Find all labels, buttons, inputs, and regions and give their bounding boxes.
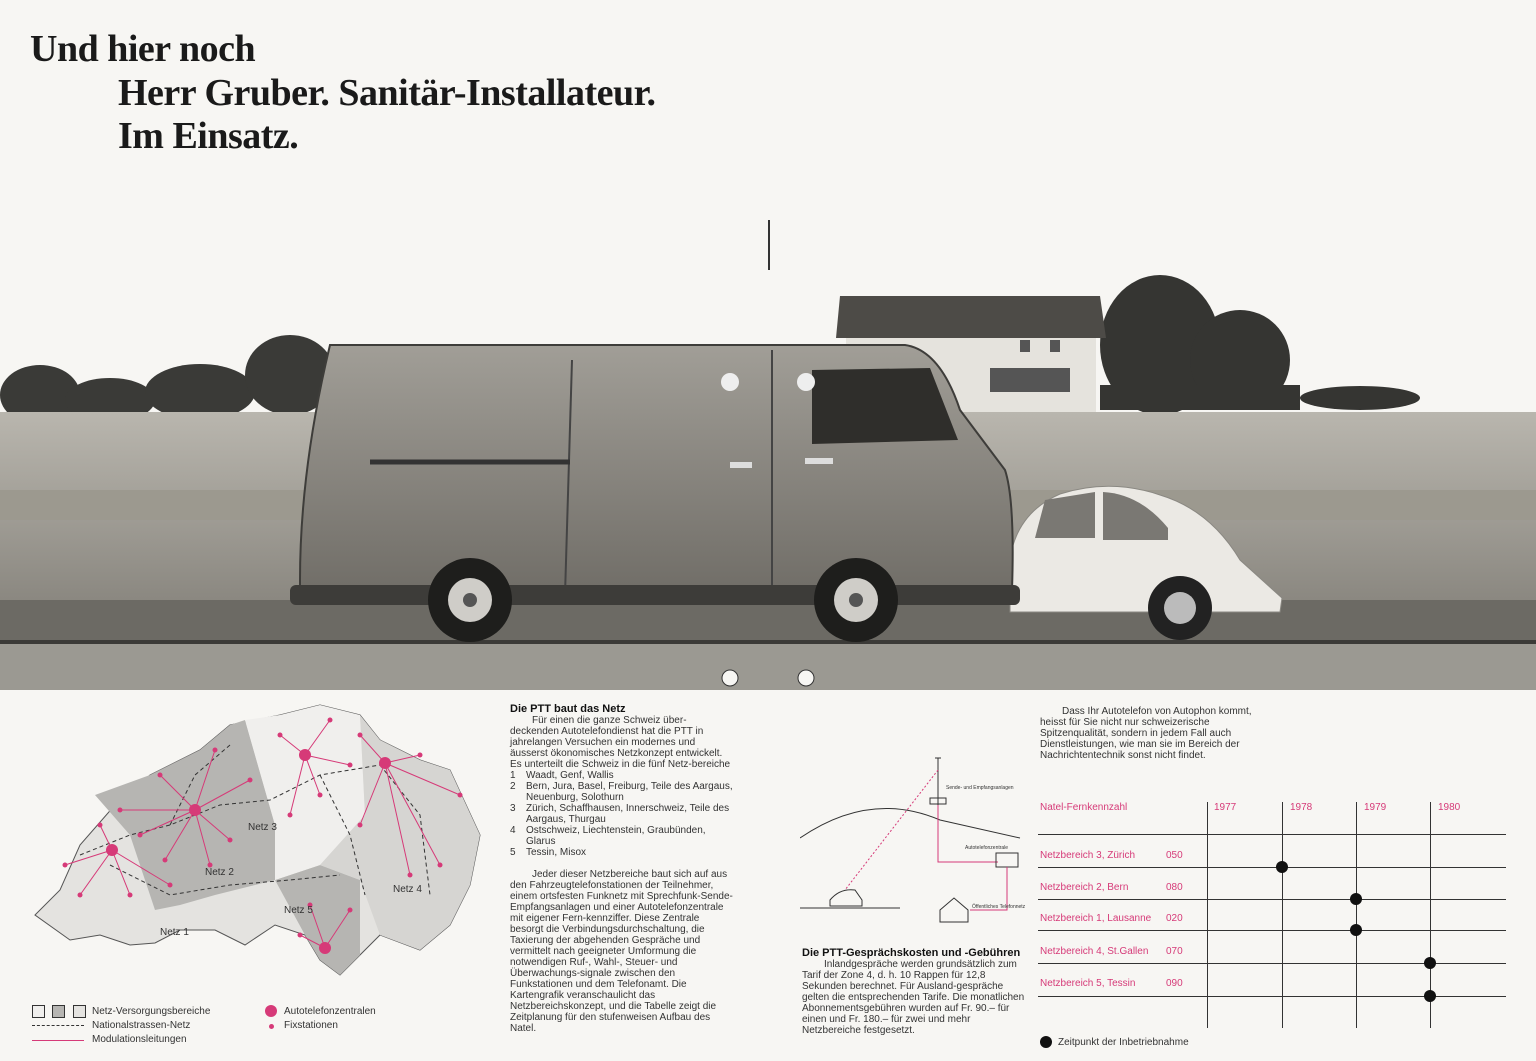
timeline-row-label: Netzbereich 5, Tessin — [1040, 978, 1136, 989]
article1-intro: Für einen die ganze Schweiz über-deckenden Autotelefondienst hat die PTT in jahrelangen Versuchen ein modernes und äusserst ökonomisches Netzkonzept entwickelt. Es unterteilt die Schweiz in die fünf Netz-bereiche — [510, 715, 731, 770]
public-phone-icon — [940, 898, 968, 922]
article-ptt-network — [510, 704, 735, 1034]
timeline-header: Natel-Fernkennzahl — [1040, 802, 1128, 813]
timeline-row-code: 020 — [1166, 913, 1183, 924]
map-label-netz1: Netz 1 — [160, 927, 189, 938]
van — [290, 345, 1020, 642]
legend-modulation-text: Modulationsleitungen — [92, 1034, 187, 1045]
timeline-dot — [1350, 893, 1362, 905]
diagram-central-label: Autotelefonzentrale — [965, 845, 1009, 851]
timeline-legend-text: Zeitpunkt der Inbetriebnahme — [1058, 1037, 1189, 1048]
headline-line-1: Und hier noch — [30, 28, 256, 70]
netz-list-item: 3 Zürich, Schaffhausen, Innerschweiz, Teile des Aargaus, Thurgau — [510, 803, 730, 825]
diagram-antenna-label: Sende- und Empfangsanlagen — [946, 785, 1014, 791]
legend-highways-text: Nationalstrassen-Netz — [92, 1020, 191, 1031]
netz-list-item: 2 Bern, Jura, Basel, Freiburg, Teile des Aargaus, Neuenburg, Solothurn — [510, 781, 733, 803]
central-box — [996, 853, 1018, 867]
timeline-legend-dot — [1040, 1036, 1052, 1048]
hill-line — [800, 808, 1020, 838]
article2-title: Die PTT-Gesprächskosten und -Gebühren — [802, 947, 1021, 959]
timeline-row-code: 070 — [1166, 946, 1183, 957]
timeline-dot — [1276, 861, 1288, 873]
map-label-netz4: Netz 4 — [393, 884, 422, 895]
network-diagram — [800, 750, 1030, 930]
legend-areas-text: Netz-Versorgungsbereiche — [92, 1006, 211, 1017]
article1-body: Jeder dieser Netzbereiche baut sich auf aus den Fahrzeugtelefonstationen der Teilnehmer, einem ortsfesten Funknetz mit Sprechfunk-Sende-Empfangsanlagen und einer Autotelefonzentrale mit eigener Fern-kennziffer. Diese Zentrale besorgt die Verbindungsdurchschaltung, die Taxierung der abgehenden Gespräche und vermittelt nach geeigneter Umformung die notwendigen Ruf-, Wahl-, Steuer- und Überwachungs-signale zwischen den Funkstationen und dem Telefonamt. Die Kartengrafik veranschaulicht das Netzbereichskonzept, und die Tabelle zeigt die Zeitplanung für den stufenweisen Aufbau des Natel. — [510, 869, 733, 1034]
legend-central-dot — [265, 1005, 277, 1017]
timeline-year: 1977 — [1214, 802, 1237, 813]
timeline-dot — [1424, 957, 1436, 969]
central-netz2 — [189, 804, 201, 816]
legend-area-swatches — [32, 1005, 86, 1023]
article-costs — [802, 948, 1027, 1036]
legend-fixed-text: Fixstationen — [284, 1020, 338, 1031]
central-netz4 — [379, 757, 391, 769]
timeline-row-code: 090 — [1166, 978, 1183, 989]
central-netz1 — [106, 844, 118, 856]
map-label-netz3: Netz 3 — [248, 822, 277, 833]
netz-list-item: 5 Tessin, Misox — [510, 847, 587, 858]
headline-line-2: Herr Gruber. Sanitär-Installateur. — [118, 72, 656, 114]
timeline-row-label: Netzbereich 2, Bern — [1040, 882, 1129, 893]
article1-title: Die PTT baut das Netz — [510, 703, 626, 715]
timeline-row-label: Netzbereich 4, St.Gallen — [1040, 946, 1149, 957]
map-label-netz5: Netz 5 — [284, 905, 313, 916]
netz-list — [510, 770, 735, 858]
radio-link — [845, 770, 938, 890]
timeline-dot — [1350, 924, 1362, 936]
article3-body: Dass Ihr Autotelefon von Autophon kommt, heisst für Sie nicht nur schweizerische Spitzenqualität, sondern in jedem Fall auch Dienstleistungen, wie man sie im Bereich der Nachrichtentechnik sonst nicht findet. — [1040, 706, 1252, 761]
timeline-year: 1978 — [1290, 802, 1313, 813]
article2-body: Inlandgespräche werden grundsätzlich zum Tarif der Zone 4, d. h. 10 Rappen für 12,8 Sekunden berechnet. Für Ausland-gespräche gelten die entsprechenden Tarife. Die monatlichen Abonnementsgebühren wurden auf Fr. 90.– für einen und Fr. 180.– für zwei und mehr Netzbereiche festgesetzt. — [802, 959, 1025, 1036]
netz-list-item: 1 Waadt, Genf, Wallis — [510, 770, 614, 781]
switzerland-network-map — [20, 695, 490, 995]
modulation-link — [938, 805, 998, 862]
legend-highway-line — [32, 1025, 84, 1026]
timeline-row-code: 050 — [1166, 850, 1183, 861]
central-netz3 — [299, 749, 311, 761]
headline-line-3: Im Einsatz. — [118, 115, 299, 157]
central-netz5 — [319, 942, 331, 954]
legend-fixed-dot — [269, 1024, 274, 1029]
timeline-row-code: 080 — [1166, 882, 1183, 893]
timeline-row-label: Netzbereich 1, Lausanne — [1040, 913, 1152, 924]
timeline-year: 1980 — [1438, 802, 1461, 813]
netz-list-item: 4 Ostschweiz, Liechtenstein, Graubünden, Glarus — [510, 825, 706, 847]
timeline-dot — [1424, 990, 1436, 1002]
car-icon — [830, 890, 862, 906]
map-label-netz2: Netz 2 — [205, 867, 234, 878]
timeline-year: 1979 — [1364, 802, 1387, 813]
legend-central-text: Autotelefonzentralen — [284, 1006, 376, 1017]
diagram-public-label: Öffentliches Telefonnetz — [972, 904, 1026, 910]
legend-modulation-line — [32, 1040, 84, 1041]
article-autophon — [1040, 706, 1265, 761]
timeline-row-label: Netzbereich 3, Zürich — [1040, 850, 1136, 861]
